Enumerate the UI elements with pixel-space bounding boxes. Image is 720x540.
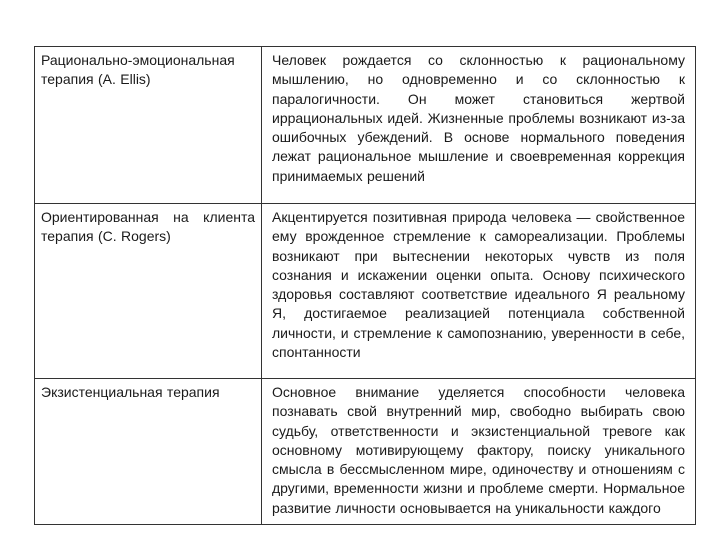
therapy-description-cell: Акцентируется позитивная природа человека — свойственное ему врожденное стремление к самореализации. Проблемы возникают при вытеснении некоторых чувств из поля сознания и искажении оценки опыта. Основу психического здоровья составляют соответствие идеального Я реальному Я, достигаемое реализацией потенциала собственной личности, и стремление к самопознанию, уверенности в себе, спонтанности bbox=[262, 204, 696, 379]
therapy-description-cell: Человек рождается со склонностью к рациональному мышлению, но одновременно и со склонностью к паралогичности. Он может становиться жертвой иррациональных идей. Жизненные проблемы возникают из-за ошибочных убеждений. В основе нормального поведения лежат рациональное мышление и своевременная коррекция принимаемых решений bbox=[262, 47, 696, 204]
table-row bbox=[35, 379, 696, 525]
therapy-method-cell: Ориентированная на клиента терапия (C. Rogers) bbox=[35, 204, 262, 379]
therapy-method-cell: Рационально-эмоциональная терапия (A. Ellis) bbox=[35, 47, 262, 204]
table-row bbox=[35, 47, 696, 204]
table-row bbox=[35, 204, 696, 379]
therapy-method-cell: Экзистенциальная терапия bbox=[35, 379, 262, 525]
therapy-comparison-table bbox=[34, 46, 696, 525]
therapy-description-cell: Основное внимание уделяется способности человека познавать свой внутренний мир, свободно выбирать свою судьбу, ответственности и экзистенциальной тревоге как основному мотивирующему фактору, поиску уникального смысла в бессмысленном мире, одиночеству и отношениям с другими, временности жизни и проблеме смерти. Нормальное развитие личности основывается на уникальности каждого bbox=[262, 379, 696, 525]
